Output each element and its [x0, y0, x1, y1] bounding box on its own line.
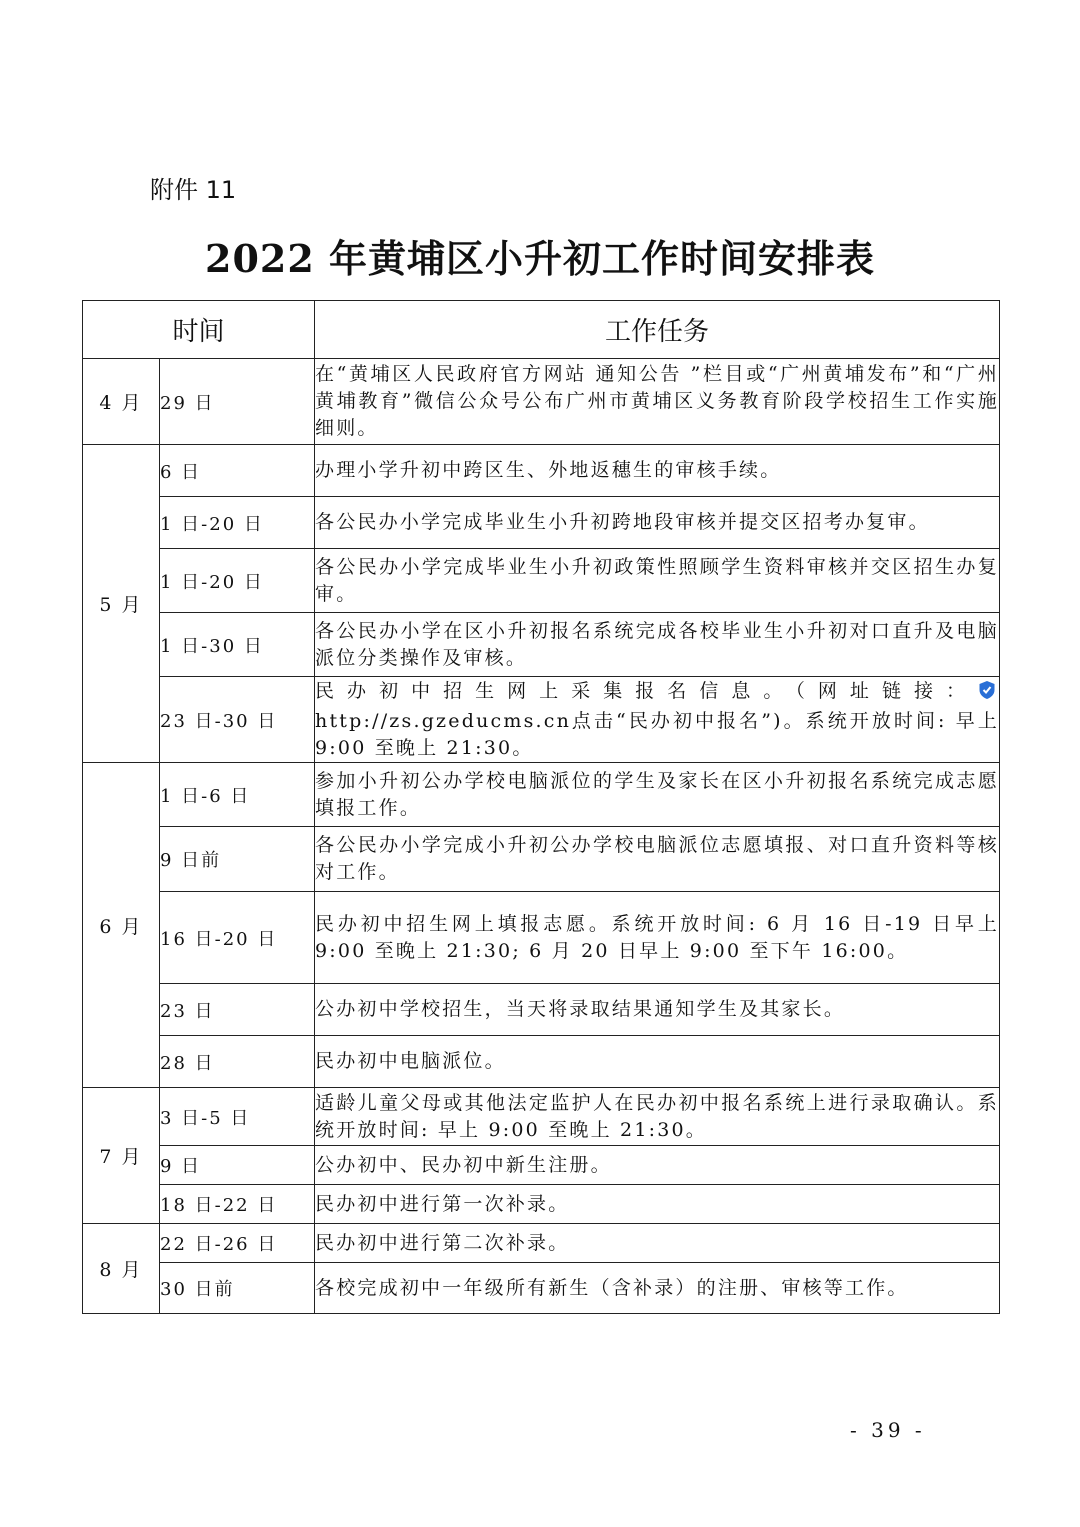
task-cell: 民办初中进行第一次补录。: [315, 1185, 1000, 1224]
day-cell: 1 日-20 日: [160, 549, 315, 613]
task-cell: 公办初中、民办初中新生注册。: [315, 1146, 1000, 1185]
task-cell: 各公民办小学在区小升初报名系统完成各校毕业生小升初对口直升及电脑派位分类操作及审核。: [315, 613, 1000, 677]
attachment-label: 附件 11: [150, 176, 237, 204]
day-cell: 28 日: [160, 1036, 315, 1088]
task-cell: 公办初中学校招生，当天将录取结果通知学生及其家长。: [315, 984, 1000, 1036]
day-cell: 9 日前: [160, 827, 315, 892]
day-cell: 3 日-5 日: [160, 1088, 315, 1146]
table-row: [83, 1088, 1000, 1146]
task-cell: 各公民办小学完成毕业生小升初跨地段审核并提交区招考办复审。: [315, 497, 1000, 549]
table-row: [83, 1224, 1000, 1263]
table-row: [83, 1146, 1000, 1185]
page-title: 2022 年黄埔区小升初工作时间安排表: [205, 236, 875, 281]
task-cell: 在“黄埔区人民政府官方网站 通知公告 ”栏目或“广州黄埔发布”和“广州黄埔教育”微信公众号公布广州市黄埔区义务教育阶段学校招生工作实施细则。: [315, 359, 1000, 445]
day-cell: 16 日-20 日: [160, 892, 315, 984]
table-row: [83, 1185, 1000, 1224]
day-cell: 1 日-30 日: [160, 613, 315, 677]
month-cell: 6 月: [83, 763, 160, 1088]
task-cell: 民办初中招生网上填报志愿。系统开放时间: 6 月 16 日-19 日早上 9:00 至晚上 21:30; 6 月 20 日早上 9:00 至下午 16:00。: [315, 892, 1000, 984]
task-cell: 办理小学升初中跨区生、外地返穗生的审核手续。: [315, 445, 1000, 497]
task-cell: [315, 677, 1000, 763]
shield-icon: [978, 680, 996, 708]
table-row: [83, 1263, 1000, 1314]
day-cell: 23 日-30 日: [160, 677, 315, 763]
day-cell: 23 日: [160, 984, 315, 1036]
month-cell: 8 月: [83, 1224, 160, 1314]
table-row: [83, 763, 1000, 827]
day-cell: 30 日前: [160, 1263, 315, 1314]
header-time: 时间: [83, 301, 315, 359]
table-row: [83, 359, 1000, 445]
table-header-row: [83, 301, 1000, 359]
website-link[interactable]: http://zs.gzeducms.cn: [315, 709, 572, 732]
day-cell: 1 日-20 日: [160, 497, 315, 549]
table-row: [83, 549, 1000, 613]
table-row: [83, 613, 1000, 677]
table-row: [83, 892, 1000, 984]
table-row: [83, 497, 1000, 549]
table-row: [83, 984, 1000, 1036]
task-cell: 适龄儿童父母或其他法定监护人在民办初中报名系统上进行录取确认。系统开放时间: 早上 9:00 至晚上 21:30。: [315, 1088, 1000, 1146]
day-cell: 29 日: [160, 359, 315, 445]
task-cell: 各公民办小学完成毕业生小升初政策性照顾学生资料审核并交区招生办复审。: [315, 549, 1000, 613]
table-row: [83, 677, 1000, 763]
task-cell: 各校完成初中一年级所有新生（含补录）的注册、审核等工作。: [315, 1263, 1000, 1314]
day-cell: 9 日: [160, 1146, 315, 1185]
day-cell: 22 日-26 日: [160, 1224, 315, 1263]
page-number: - 39 -: [850, 1418, 926, 1442]
schedule-table: [82, 300, 1000, 1314]
table-row: [83, 1036, 1000, 1088]
header-task: 工作任务: [315, 301, 1000, 359]
task-cell: 各公民办小学完成小升初公办学校电脑派位志愿填报、对口直升资料等核对工作。: [315, 827, 1000, 892]
task-text: 民办初中招生网上采集报名信息。（网址链接：: [315, 679, 979, 702]
day-cell: 6 日: [160, 445, 315, 497]
table-row: [83, 827, 1000, 892]
month-cell: 5 月: [83, 445, 160, 763]
task-cell: 参加小升初公办学校电脑派位的学生及家长在区小升初报名系统完成志愿填报工作。: [315, 763, 1000, 827]
day-cell: 1 日-6 日: [160, 763, 315, 827]
month-cell: 7 月: [83, 1088, 160, 1224]
task-cell: 民办初中进行第二次补录。: [315, 1224, 1000, 1263]
day-cell: 18 日-22 日: [160, 1185, 315, 1224]
month-cell: 4 月: [83, 359, 160, 445]
task-cell: 民办初中电脑派位。: [315, 1036, 1000, 1088]
table-row: [83, 445, 1000, 497]
task-text: 点击“民办初中报名”)。系统开放时间: 早上 9:00 至晚上 21:30。: [315, 709, 1000, 759]
